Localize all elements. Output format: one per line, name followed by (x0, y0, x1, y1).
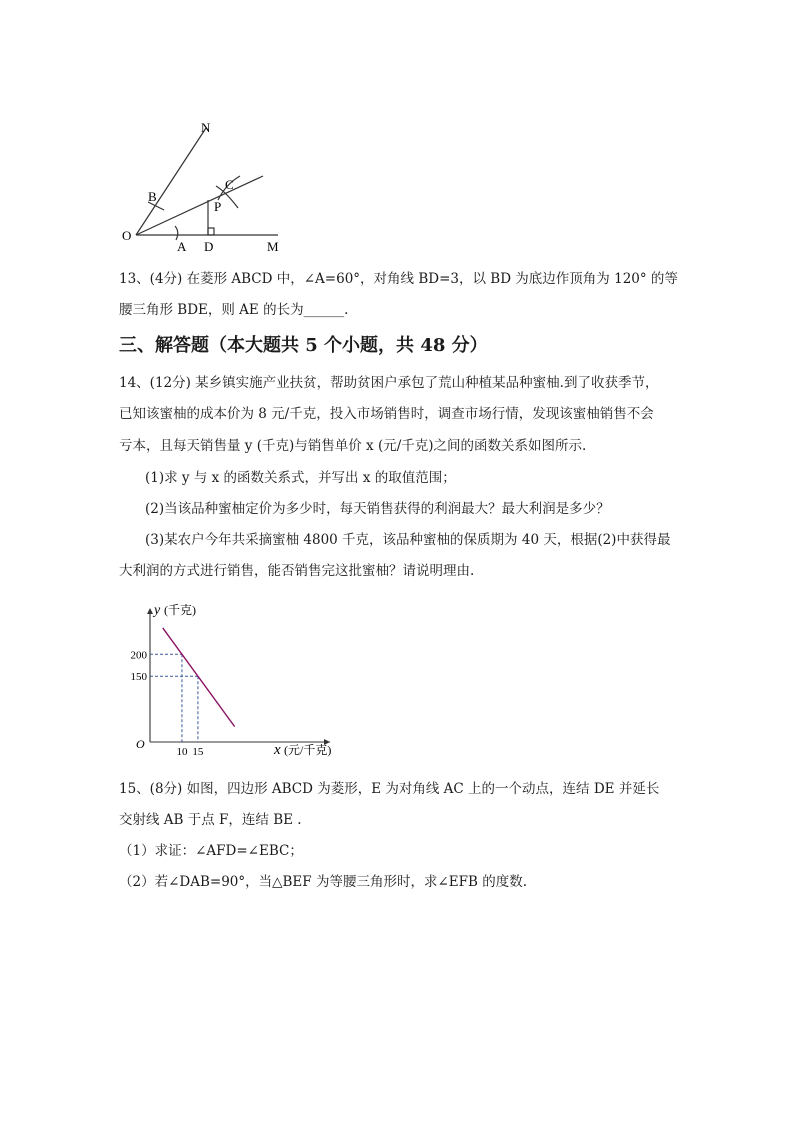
q15-sub1: （1）求证：∠AFD=∠EBC； (119, 843, 303, 859)
q14-line1: 14、(12分) 某乡镇实施产业扶贫，帮助贫困户承包了荒山种植某品种蜜柚.到了收获季节， (119, 375, 659, 391)
q14-sub2: (2)当该品种蜜柚定价为多少时，每天销售获得的利润最大？最大利润是多少？ (145, 501, 610, 517)
label-a: A (177, 239, 187, 254)
y-tick-label-1: 150 (130, 671, 147, 684)
q14-sub1: (1)求 y 与 x 的函数关系式，并写出 x 的取值范围； (145, 470, 456, 486)
q13-line1: 13、(4分) 在菱形 ABCD 中，∠A=60°，对角线 BD=3，以 BD 为底边作顶角为 120° 的等 (119, 271, 678, 287)
q14-sub3-line2: 大利润的方式进行销售，能否销售完这批蜜柚？请说明理由. (119, 563, 475, 579)
y-axis-arrow (147, 608, 153, 614)
geometry-figure (118, 118, 293, 258)
x-tick-label-1: 15 (192, 746, 204, 758)
label-o: O (122, 228, 132, 243)
y-axis-unit: (千克) (164, 603, 196, 617)
label-p: P (214, 199, 222, 214)
function-chart (118, 598, 348, 760)
q13-line2: 腰三角形 BDE，则 AE 的长为______. (119, 302, 349, 318)
label-n: N (201, 120, 211, 135)
right-angle-mark (208, 228, 214, 235)
y-tick-label-0: 200 (130, 649, 147, 662)
q14-sub3-line1: (3)某农户今年共采摘蜜柚 4800 千克，该品种蜜柚的保质期为 40 天，根据(2)中获得最 (145, 532, 671, 548)
label-c: C (225, 177, 234, 192)
y-axis-label: y (154, 603, 161, 618)
label-b: B (148, 189, 157, 204)
q15-sub2: （2）若∠DAB=90°，当△BEF 为等腰三角形时，求∠EFB 的度数. (119, 874, 527, 890)
label-d: D (204, 239, 214, 254)
q15-line2: 交射线 AB 于点 F，连结 BE . (119, 812, 302, 828)
label-m: M (267, 239, 279, 254)
section-heading: 三、解答题（本大题共 5 个小题，共 48 分） (119, 335, 488, 356)
q14-line2: 已知该蜜柚的成本价为 8 元/千克，投入市场销售时，调查市场行情，发现该蜜柚销售不会 (119, 406, 654, 422)
function-line (163, 628, 235, 727)
x-axis-unit: (元/千克) (284, 743, 332, 757)
q14-line3: 亏本，且每天销售量 y (千克)与销售单价 x (元/千克)之间的函数关系如图所示. (119, 438, 587, 454)
x-tick-label-0: 10 (176, 746, 188, 758)
arc-a (175, 226, 178, 240)
q15-line1: 15、(8分) 如图，四边形 ABCD 为菱形，E 为对角线 AC 上的一个动点，连结 DE 并延长 (119, 781, 660, 797)
x-axis-label: x (274, 742, 281, 758)
origin-label: O (136, 737, 145, 751)
